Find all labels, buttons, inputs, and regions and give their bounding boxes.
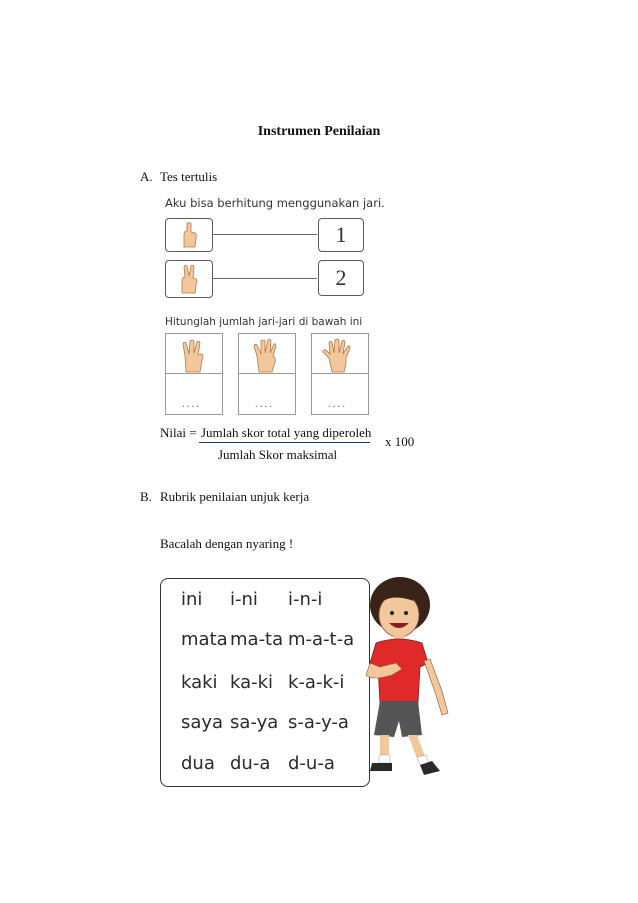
number-box-1: 1 [318, 218, 364, 252]
hand-one-finger-icon [166, 219, 212, 251]
reading-instruction: Bacalah dengan nyaring ! [160, 536, 294, 551]
match-line [213, 234, 317, 235]
reading-word: dua [181, 753, 215, 774]
answer-cell[interactable] [238, 373, 296, 415]
formula-denominator: Jumlah Skor maksimal [218, 447, 338, 462]
hand-five-fingers-icon [312, 334, 368, 374]
reading-word: d-u-a [288, 753, 335, 774]
match-line [213, 278, 317, 279]
hand-four-fingers-icon [239, 334, 295, 374]
reading-word: sa-ya [230, 712, 279, 733]
reading-word: saya [181, 712, 224, 733]
reading-card [160, 578, 370, 787]
section-a-marker: A. [140, 169, 153, 184]
answer-blank: .... [182, 398, 201, 410]
fraction-line [199, 442, 370, 443]
reading-word: s-a-y-a [288, 712, 349, 733]
hand-two-fingers-box [165, 260, 213, 298]
reading-word: mata [181, 629, 228, 650]
hand-five-fingers-cell [311, 333, 369, 375]
hand-one-finger-box [165, 218, 213, 252]
page-title: Instrumen Penilaian [257, 124, 381, 139]
reading-word: kaki [181, 672, 218, 693]
counting-worksheet [155, 190, 385, 415]
formula-prefix: Nilai = [160, 425, 197, 440]
section-b-heading: Rubrik penilaian unjuk kerja [160, 489, 310, 504]
reading-word: m-a-t-a [288, 629, 355, 650]
hand-four-fingers-cell [238, 333, 296, 375]
reading-word: ini [181, 589, 203, 610]
hand-three-fingers-cell [165, 333, 223, 375]
worksheet-instruction: Hitunglah jumlah jari-jari di bawah ini [165, 316, 363, 328]
worksheet-caption: Aku bisa berhitung menggunakan jari. [165, 196, 385, 210]
answer-cell[interactable] [165, 373, 223, 415]
formula-multiplier: x 100 [385, 434, 415, 449]
section-a-heading: Tes tertulis [160, 169, 218, 184]
reading-word: i-n-i [288, 589, 323, 610]
reading-word: ma-ta [230, 629, 284, 650]
boy-illustration [362, 575, 462, 785]
hand-two-fingers-icon [166, 261, 212, 297]
answer-blank: .... [328, 398, 347, 410]
answer-cell[interactable] [311, 373, 369, 415]
reading-word: du-a [230, 753, 271, 774]
reading-word: i-ni [230, 589, 258, 610]
formula-numerator: Jumlah skor total yang diperoleh [201, 425, 372, 440]
answer-blank: .... [255, 398, 274, 410]
reading-word: ka-ki [230, 672, 274, 693]
number-box-2: 2 [318, 260, 364, 296]
reading-word: k-a-k-i [288, 672, 345, 693]
hand-three-fingers-icon [166, 334, 222, 374]
section-b-marker: B. [140, 489, 152, 504]
